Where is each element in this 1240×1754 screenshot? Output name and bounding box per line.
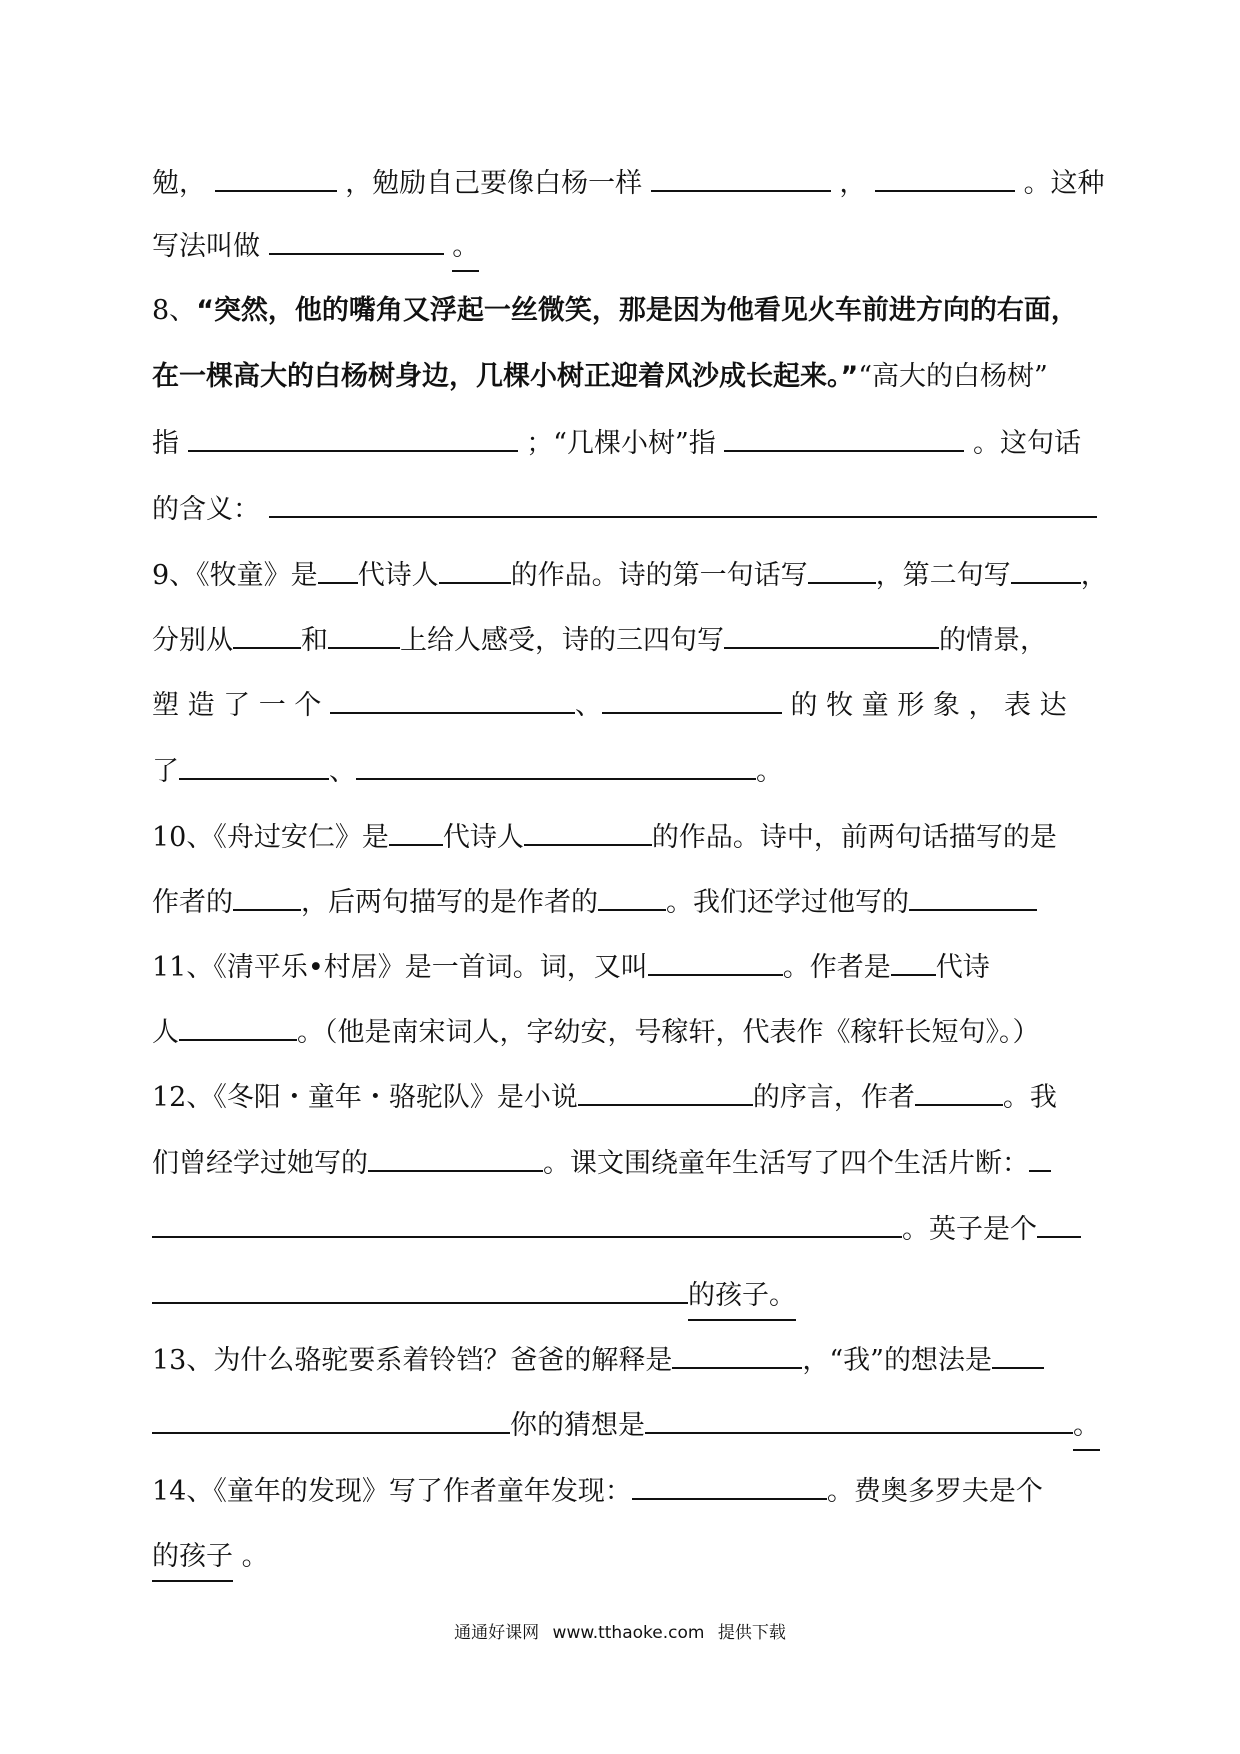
footer-note: 提供下载 bbox=[717, 1623, 786, 1643]
line-16 bbox=[152, 1140, 1112, 1186]
answer-blank[interactable] bbox=[648, 944, 783, 976]
text: 上给人感受，诗的三四句写 bbox=[400, 625, 724, 656]
text: 11、《清平乐•村居》是一首词。词，又叫 bbox=[152, 952, 648, 983]
text: 。（他是南宋词人，字幼安，号稼轩，代表作《稼轩长短句》。） bbox=[297, 1017, 1040, 1048]
answer-blank[interactable] bbox=[651, 160, 831, 192]
text: “高大的白杨树” bbox=[858, 361, 1048, 392]
text: 写法叫做 bbox=[152, 231, 260, 262]
answer-blank[interactable] bbox=[318, 552, 358, 584]
line-15 bbox=[152, 1074, 1112, 1120]
line-7 bbox=[152, 552, 1112, 598]
text: 。我 bbox=[1002, 1082, 1057, 1113]
answer-blank[interactable] bbox=[179, 1009, 297, 1041]
answer-blank[interactable] bbox=[645, 1402, 1073, 1434]
answer-blank[interactable] bbox=[672, 1337, 802, 1369]
text: 代诗 bbox=[935, 952, 990, 983]
text: 。 bbox=[756, 756, 783, 787]
text: 的孩子 bbox=[152, 1534, 233, 1582]
answer-blank[interactable] bbox=[1029, 1140, 1051, 1172]
text: 9、《牧童》是 bbox=[152, 560, 318, 591]
text: 14、《童年的发现》写了作者童年发现： bbox=[152, 1476, 632, 1507]
text: ，“我”的想法是 bbox=[802, 1345, 992, 1376]
answer-blank[interactable] bbox=[179, 748, 329, 780]
line-9 bbox=[152, 682, 1112, 728]
answer-blank[interactable] bbox=[915, 1074, 1003, 1106]
answer-blank[interactable] bbox=[909, 879, 1037, 911]
text: 和 bbox=[301, 625, 328, 656]
line-22 bbox=[152, 1534, 1112, 1580]
answer-blank[interactable] bbox=[1037, 1206, 1081, 1238]
text: 。我们还学过他写的 bbox=[666, 887, 909, 918]
line-12 bbox=[152, 879, 1112, 925]
line-13 bbox=[152, 944, 1112, 990]
answer-blank[interactable] bbox=[1011, 552, 1081, 584]
line-6 bbox=[152, 486, 1112, 532]
answer-blank[interactable] bbox=[724, 617, 939, 649]
answer-blank[interactable] bbox=[330, 682, 575, 714]
text: 。费奥多罗夫是个 bbox=[826, 1476, 1043, 1507]
answer-blank[interactable] bbox=[215, 160, 337, 192]
text: 们曾经学过她写的 bbox=[152, 1148, 368, 1179]
text: 的作品。诗中，前两句话描写的是 bbox=[651, 822, 1057, 853]
answer-blank[interactable] bbox=[891, 944, 936, 976]
text: 的 牧 童 形 象 ， 表 达 bbox=[790, 690, 1067, 721]
text: 的序言，作者 bbox=[752, 1082, 915, 1113]
text: 。这种 bbox=[1023, 168, 1105, 199]
line-20 bbox=[152, 1402, 1112, 1448]
line-11 bbox=[152, 814, 1112, 860]
text: 。英子是个 bbox=[902, 1214, 1037, 1245]
text: 作者的 bbox=[152, 887, 233, 918]
text: 。这句话 bbox=[972, 428, 1081, 459]
line-21 bbox=[152, 1468, 1112, 1514]
text: 的孩子。 bbox=[688, 1273, 796, 1321]
footer-site-name: 通通好课网 bbox=[454, 1623, 540, 1643]
text: 12、《冬阳・童年・骆驼队》是小说 bbox=[152, 1082, 578, 1113]
line-1 bbox=[152, 160, 1112, 206]
text: 、 bbox=[329, 756, 356, 787]
line-10 bbox=[152, 748, 1112, 794]
footer-url[interactable]: www.tthaoke.com bbox=[552, 1623, 705, 1643]
text: 塑 造 了 一 个 bbox=[152, 690, 322, 721]
text: 、 bbox=[574, 690, 602, 721]
text: 。 bbox=[241, 1541, 269, 1572]
answer-blank[interactable] bbox=[602, 682, 782, 714]
question-number: 8、 bbox=[152, 295, 197, 326]
answer-blank[interactable] bbox=[632, 1468, 827, 1500]
text: 分别从 bbox=[152, 625, 233, 656]
text: 。课文围绕童年生活写了四个生活片断： bbox=[543, 1148, 1029, 1179]
quote-text: 在一棵高大的白杨树身边，几棵小树正迎着风沙成长起来。” bbox=[152, 361, 859, 392]
answer-blank[interactable] bbox=[724, 420, 964, 452]
answer-blank[interactable] bbox=[152, 1402, 510, 1434]
answer-blank[interactable] bbox=[598, 879, 666, 911]
text: 人 bbox=[152, 1017, 179, 1048]
answer-blank[interactable] bbox=[808, 552, 876, 584]
line-4 bbox=[152, 354, 1112, 400]
text: 。 bbox=[452, 224, 479, 272]
text: 的作品。诗的第一句话写 bbox=[510, 560, 808, 591]
answer-blank[interactable] bbox=[992, 1337, 1044, 1369]
line-2 bbox=[152, 223, 1112, 269]
text: 。 bbox=[1073, 1403, 1100, 1451]
answer-blank[interactable] bbox=[356, 748, 756, 780]
line-19 bbox=[152, 1337, 1112, 1383]
answer-blank[interactable] bbox=[188, 420, 518, 452]
text: ，后两句描写的是作者的 bbox=[301, 887, 598, 918]
text: 的情景， bbox=[939, 625, 1047, 656]
line-3 bbox=[152, 288, 1112, 334]
text: 了 bbox=[152, 756, 179, 787]
text: 的含义： bbox=[152, 494, 260, 525]
answer-blank[interactable] bbox=[875, 160, 1015, 192]
line-18 bbox=[152, 1272, 1112, 1318]
line-5 bbox=[152, 420, 1112, 466]
page-footer bbox=[0, 1618, 1240, 1643]
text: ，第二句写 bbox=[875, 560, 1011, 591]
text: ， bbox=[1080, 560, 1108, 591]
text: 。作者是 bbox=[782, 952, 891, 983]
answer-blank[interactable] bbox=[269, 486, 1097, 518]
answer-blank[interactable] bbox=[152, 1272, 688, 1304]
answer-blank[interactable] bbox=[368, 1140, 543, 1172]
answer-blank[interactable] bbox=[389, 814, 443, 846]
text: 10、《舟过安仁》是 bbox=[152, 822, 389, 853]
text: 代诗人 bbox=[442, 822, 524, 853]
answer-blank[interactable] bbox=[233, 617, 301, 649]
answer-blank[interactable] bbox=[233, 879, 301, 911]
answer-blank[interactable] bbox=[328, 617, 400, 649]
answer-blank[interactable] bbox=[524, 814, 652, 846]
line-14 bbox=[152, 1009, 1112, 1055]
text: ；“几棵小树”指 bbox=[526, 428, 716, 459]
answer-blank[interactable] bbox=[152, 1206, 902, 1238]
line-17 bbox=[152, 1206, 1112, 1252]
text: 13、为什么骆驼要系着铃铛？爸爸的解释是 bbox=[152, 1345, 673, 1376]
quote-text: “突然，他的嘴角又浮起一丝微笑，那是因为他看见火车前进方向的右面， bbox=[196, 295, 1078, 326]
answer-blank[interactable] bbox=[578, 1074, 753, 1106]
text: ， bbox=[839, 168, 867, 199]
text: 你的猜想是 bbox=[510, 1410, 645, 1441]
text: 代诗人 bbox=[357, 560, 439, 591]
text: 勉， bbox=[152, 168, 206, 199]
text: 指 bbox=[152, 428, 179, 459]
line-8 bbox=[152, 617, 1112, 663]
answer-blank[interactable] bbox=[269, 223, 444, 255]
text: ，勉励自己要像白杨一样 bbox=[345, 168, 643, 199]
answer-blank[interactable] bbox=[439, 552, 511, 584]
